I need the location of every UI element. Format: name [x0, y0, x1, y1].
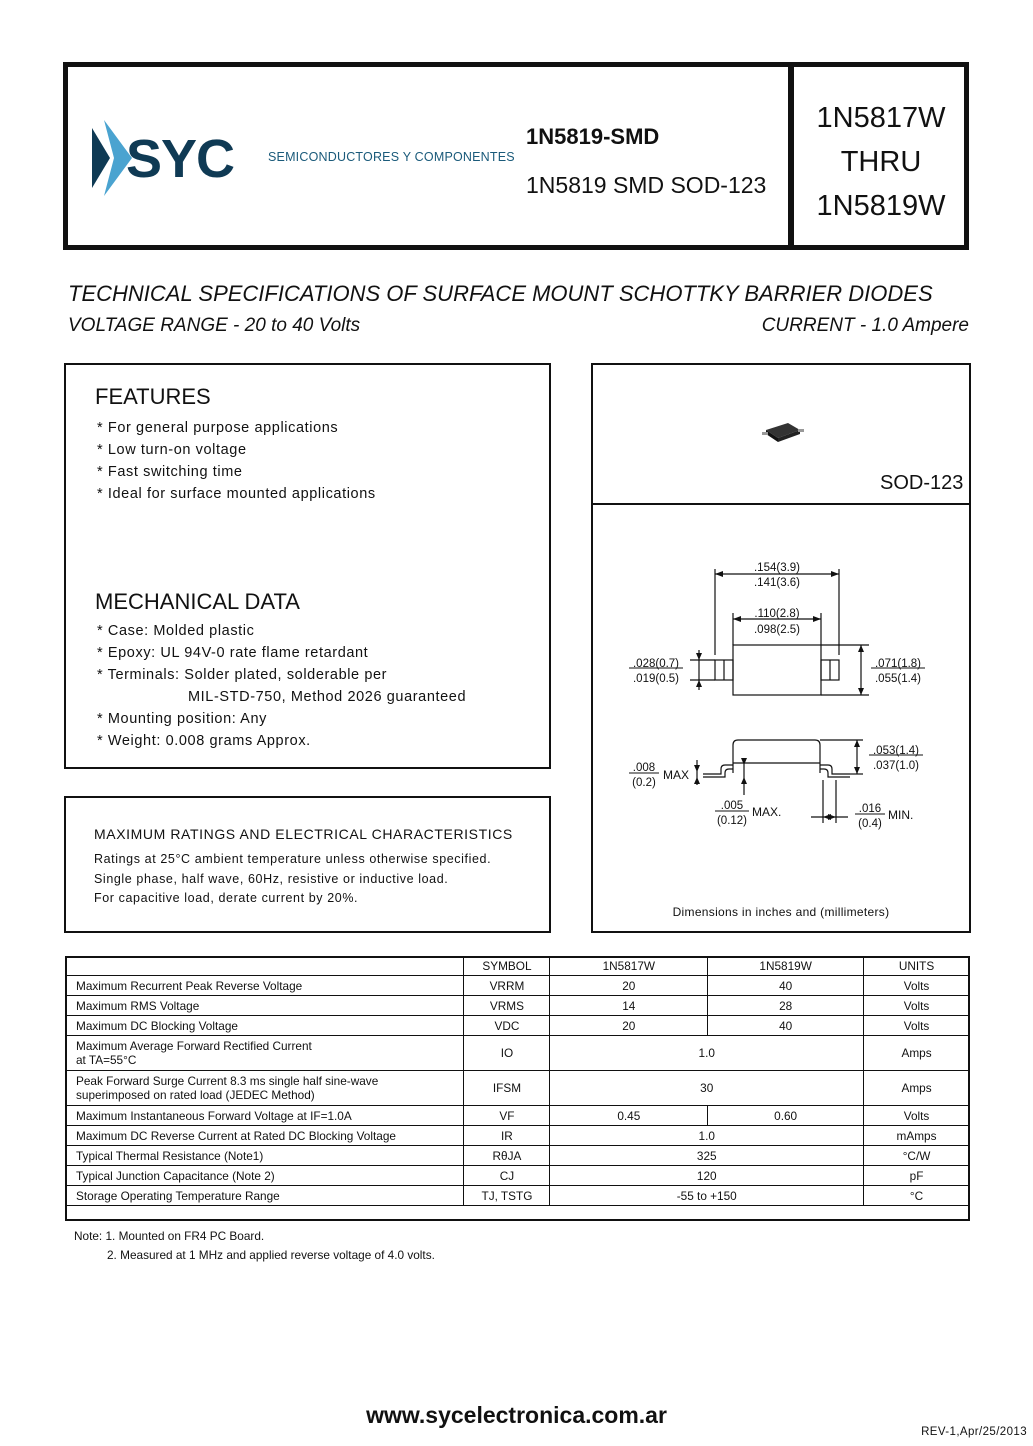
list-item: MIL-STD-750, Method 2026 guaranteed — [188, 689, 467, 705]
list-item: * Weight: 0.008 grams Approx. — [97, 733, 311, 749]
unit-cell: Volts — [864, 996, 970, 1016]
diode-package-icon — [760, 420, 806, 444]
package-divider — [591, 503, 971, 505]
page-title: TECHNICAL SPECIFICATIONS OF SURFACE MOUNT SCHOTTKY BARRIER DIODES — [68, 281, 933, 306]
symbol-cell: RθJA — [464, 1146, 550, 1166]
table-header-row — [66, 957, 970, 976]
part-number: 1N5819-SMD — [526, 124, 660, 149]
param-line: Peak Forward Surge Current 8.3 ms single half sine-wave — [76, 1074, 379, 1088]
dim-lead-thickness-top: .005 — [720, 800, 744, 812]
logo-subtitle: SEMICONDUCTORES Y COMPONENTES — [268, 150, 515, 164]
dim-lead-length-top: .016 — [858, 803, 882, 815]
table-row — [66, 996, 970, 1016]
symbol-cell: TJ, TSTG — [464, 1186, 550, 1206]
dim-body-top: .110(2.8) — [754, 608, 800, 620]
dim-height-top: .071(1.8) — [874, 658, 922, 670]
package-dimension-drawing — [593, 555, 969, 835]
dim-height-bottom: .055(1.4) — [874, 673, 922, 685]
dim-lead-length-label: MIN. — [888, 808, 914, 822]
param-cell: Maximum Instantaneous Forward Voltage at IF=1.0A — [66, 1106, 464, 1126]
param-cell: Maximum DC Blocking Voltage — [66, 1016, 464, 1036]
list-item: * Low turn-on voltage — [97, 442, 247, 458]
table-row — [66, 1071, 970, 1106]
dim-lead-width-top: .028(0.7) — [632, 658, 680, 670]
symbol-cell: CJ — [464, 1166, 550, 1186]
list-item: * Epoxy: UL 94V-0 rate flame retardant — [97, 645, 369, 661]
features-list — [97, 417, 376, 505]
dim-thickness-top: .053(1.4) — [872, 745, 920, 757]
table-row — [66, 976, 970, 996]
param-cell: Maximum RMS Voltage — [66, 996, 464, 1016]
symbol-cell: VDC — [464, 1016, 550, 1036]
value-cell: -55 to +150 — [550, 1186, 864, 1206]
table-row — [66, 1186, 970, 1206]
table-row — [66, 1126, 970, 1146]
param-cell: Maximum Recurrent Peak Reverse Voltage — [66, 976, 464, 996]
value-cell: 0.60 — [708, 1106, 864, 1126]
value-cell: 14 — [550, 996, 708, 1016]
table-row — [66, 1106, 970, 1126]
value-cell: 28 — [708, 996, 864, 1016]
range-from: 1N5817W — [816, 102, 946, 134]
header-divider — [788, 62, 794, 250]
dim-thickness-bottom: .037(1.0) — [872, 760, 920, 772]
param-line: superimposed on rated load (JEDEC Method) — [76, 1088, 315, 1102]
param-cell: Typical Thermal Resistance (Note1) — [66, 1146, 464, 1166]
features-heading: FEATURES — [95, 384, 211, 409]
unit-cell: Volts — [864, 1106, 970, 1126]
ratings-table — [65, 956, 970, 1206]
table-row — [66, 1166, 970, 1186]
list-item: * For general purpose applications — [97, 420, 339, 436]
ratings-line: Ratings at 25°C ambient temperature unless otherwise specified. — [94, 852, 492, 866]
note-1: Note: 1. Mounted on FR4 PC Board. — [74, 1229, 265, 1243]
header-cell: UNITS — [864, 957, 970, 976]
unit-cell: mAmps — [864, 1126, 970, 1146]
table-row — [66, 1016, 970, 1036]
symbol-cell: VRMS — [464, 996, 550, 1016]
part-range — [796, 96, 966, 228]
param-cell: Maximum DC Reverse Current at Rated DC Blocking Voltage — [66, 1126, 464, 1146]
value-cell: 40 — [708, 976, 864, 996]
dim-body-bottom: .098(2.5) — [753, 624, 801, 636]
dim-standoff-top: .008 — [632, 762, 656, 774]
param-cell — [66, 1036, 464, 1071]
param-line: Maximum Average Forward Rectified Current — [76, 1039, 312, 1053]
unit-cell: Amps — [864, 1071, 970, 1106]
unit-cell: pF — [864, 1166, 970, 1186]
dim-lead-width-bottom: .019(0.5) — [632, 673, 680, 685]
mechanical-heading: MECHANICAL DATA — [95, 589, 300, 614]
value-cell: 20 — [550, 1016, 708, 1036]
header-cell: SYMBOL — [464, 957, 550, 976]
logo-text: SYC — [126, 129, 235, 189]
value-cell: 20 — [550, 976, 708, 996]
table-row — [66, 1146, 970, 1166]
unit-cell: Amps — [864, 1036, 970, 1071]
unit-cell: Volts — [864, 976, 970, 996]
value-cell: 1.0 — [550, 1036, 864, 1071]
header-cell — [66, 957, 464, 976]
value-cell: 0.45 — [550, 1106, 708, 1126]
param-cell: Typical Junction Capacitance (Note 2) — [66, 1166, 464, 1186]
ratings-line: Single phase, half wave, 60Hz, resistive or inductive load. — [94, 871, 449, 886]
table-row — [66, 1036, 970, 1071]
current-rating: CURRENT - 1.0 Ampere — [761, 315, 969, 336]
dim-overall-top: .154(3.9) — [753, 562, 801, 574]
mechanical-list — [97, 620, 466, 752]
dim-lead-length-bottom: (0.4) — [858, 818, 882, 830]
part-description: 1N5819 SMD SOD-123 — [526, 172, 767, 198]
website-link[interactable]: www.sycelectronica.com.ar — [366, 1402, 667, 1428]
header-cell: 1N5819W — [708, 957, 864, 976]
list-item: * Mounting position: Any — [97, 711, 267, 727]
value-cell: 1.0 — [550, 1126, 864, 1146]
value-cell: 120 — [550, 1166, 864, 1186]
ratings-heading: MAXIMUM RATINGS AND ELECTRICAL CHARACTERISTICS — [94, 826, 513, 842]
dim-lead-thickness-label: MAX. — [752, 805, 782, 819]
value-cell: 325 — [550, 1146, 864, 1166]
package-name: SOD-123 — [880, 472, 964, 494]
unit-cell: Volts — [864, 1016, 970, 1036]
revision-label: REV-1,Apr/25/2013 — [921, 1426, 1027, 1438]
unit-cell: °C — [864, 1186, 970, 1206]
symbol-cell: VRRM — [464, 976, 550, 996]
note-2: 2. Measured at 1 MHz and applied reverse voltage of 4.0 volts. — [107, 1248, 435, 1262]
list-item: * Ideal for surface mounted applications — [97, 486, 376, 502]
param-line: at TA=55°C — [76, 1053, 137, 1067]
value-cell: 30 — [550, 1071, 864, 1106]
dim-overall-bottom: .141(3.6) — [753, 577, 801, 589]
param-cell — [66, 1071, 464, 1106]
dimension-note: Dimensions in inches and (millimeters) — [672, 905, 890, 919]
list-item: * Fast switching time — [97, 464, 243, 480]
symbol-cell: IR — [464, 1126, 550, 1146]
list-item: * Terminals: Solder plated, solderable per — [97, 667, 388, 683]
unit-cell: °C/W — [864, 1146, 970, 1166]
dim-standoff-bottom: (0.2) — [632, 777, 656, 789]
symbol-cell: IFSM — [464, 1071, 550, 1106]
ratings-line: For capacitive load, derate current by 20%. — [94, 891, 359, 905]
range-thru: THRU — [840, 146, 922, 178]
voltage-range: VOLTAGE RANGE - 20 to 40 Volts — [68, 315, 361, 336]
param-cell: Storage Operating Temperature Range — [66, 1186, 464, 1206]
symbol-cell: VF — [464, 1106, 550, 1126]
dim-standoff-label: MAX — [663, 768, 690, 782]
header-cell: 1N5817W — [550, 957, 708, 976]
value-cell: 40 — [708, 1016, 864, 1036]
list-item: * Case: Molded plastic — [97, 623, 255, 639]
range-to: 1N5819W — [816, 190, 946, 222]
dim-lead-thickness-bottom: (0.12) — [716, 815, 748, 827]
symbol-cell: IO — [464, 1036, 550, 1071]
ratings-conditions — [94, 850, 491, 909]
